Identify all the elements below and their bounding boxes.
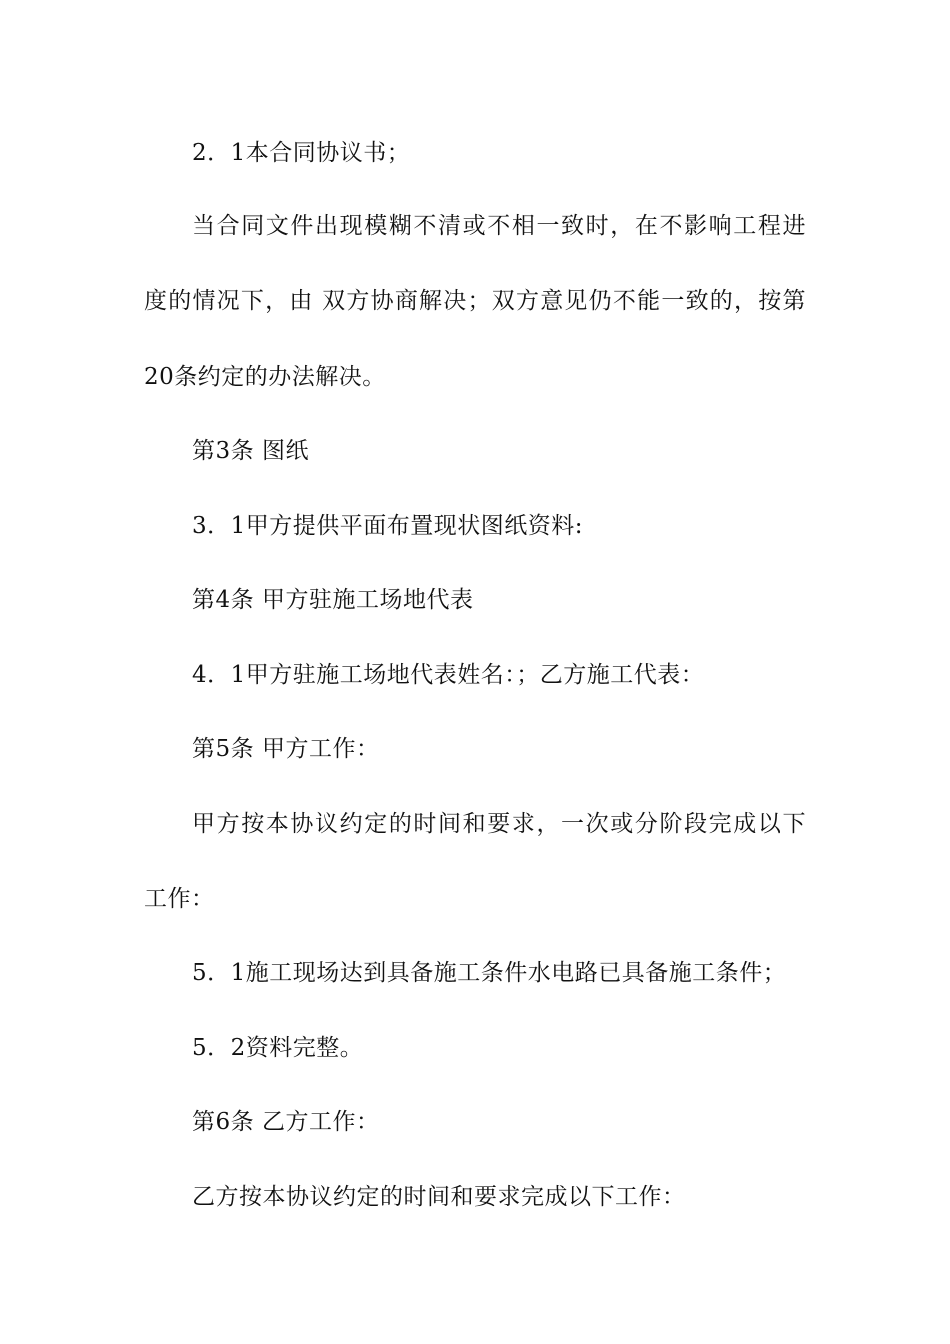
paragraph-party-a-line-2: 工作： [144,886,215,912]
clause-2-1: 2．1本合同协议书； [192,140,411,166]
paragraph-conflict-line-2: 度的情况下，由 双方协商解决；双方意见仍不能一致的，按第 [144,288,806,314]
paragraph-conflict-line-3: 20条约定的办法解决。 [144,364,386,390]
clause-5-2: 5．2资料完整。 [192,1035,364,1061]
article-4-heading: 第4条 甲方驻施工场地代表 [192,587,474,613]
article-6-heading: 第6条 乙方工作： [192,1109,380,1135]
clause-5-1: 5．1施工现场达到具备施工条件水电路已具备施工条件； [192,960,787,986]
paragraph-party-a-line-1: 甲方按本协议约定的时间和要求，一次或分阶段完成以下 [192,811,806,837]
clause-3-1: 3．1甲方提供平面布置现状图纸资料: [192,513,584,539]
article-3-heading: 第3条 图纸 [192,438,309,464]
paragraph-party-b: 乙方按本协议约定的时间和要求完成以下工作： [192,1184,686,1210]
clause-4-1: 4．1甲方驻施工场地代表姓名：；乙方施工代表： [192,662,705,688]
article-5-heading: 第5条 甲方工作： [192,736,380,762]
paragraph-conflict-line-1: 当合同文件出现模糊不清或不相一致时，在不影响工程进 [192,213,806,239]
